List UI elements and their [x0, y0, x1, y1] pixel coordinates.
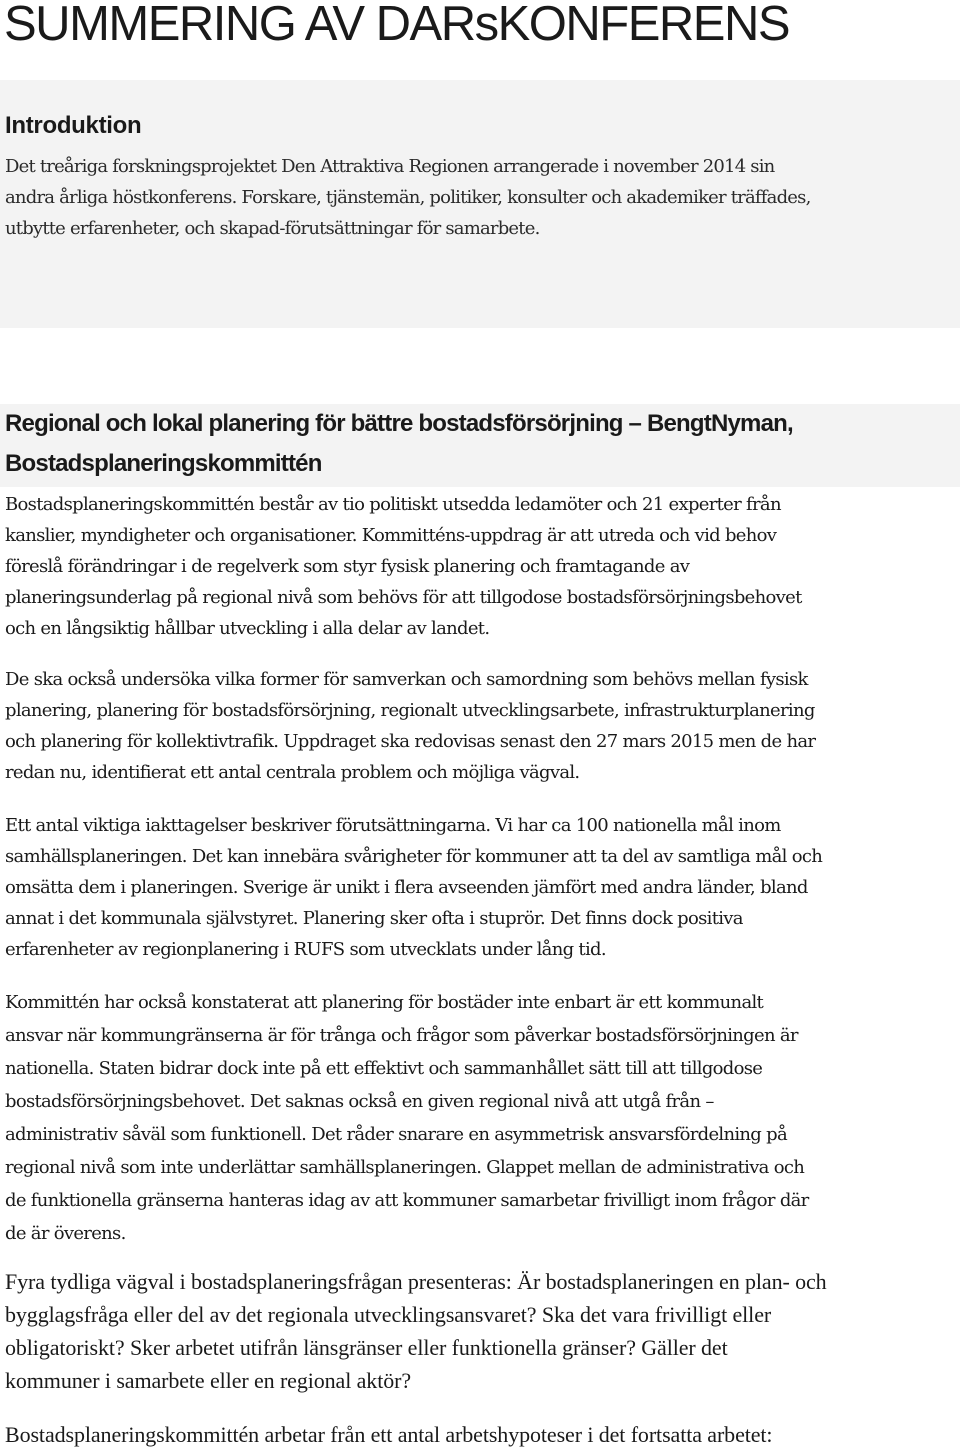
text-line: och planering för kollektivtrafik. Uppdraget ska redovisas senast den 27 mars 2015 men de har	[5, 731, 816, 752]
text-line: erfarenheter av regionplanering i RUFS som utvecklats under lång tid.	[5, 939, 606, 960]
text-line: bygglagsfråga eller del av det regionala utvecklingsansvaret? Ska det vara frivilligt eller	[5, 1302, 772, 1327]
responsibility-paragraph	[5, 986, 955, 1250]
document-title: SUMMERING AV DARsKONFERENS	[4, 0, 790, 51]
text-line: Bostadsplaneringskommittén består av tio politiskt utsedda ledamöter och 21 experter från	[5, 494, 781, 515]
text-line: administrativ såväl som funktionell. Det råder snarare en asymmetrisk ansvarsfördelning på	[5, 1124, 787, 1145]
text-line: regional nivå som inte underlättar samhällsplaneringen. Glappet mellan de administrativa och	[5, 1157, 805, 1178]
text-line: nationella. Staten bidrar dock inte på ett effektivt och sammanhållet sätt till att tillgodose	[5, 1058, 763, 1079]
text-line: bostadsförsörjningsbehovet. Det saknas också en given regional nivå att utgå från –	[5, 1091, 714, 1112]
observations-paragraph	[5, 810, 955, 965]
text-line: Bostadsplaneringskommittén arbetar från ett antal arbetshypoteser i det fortsatta arbetet:	[5, 1422, 773, 1447]
text-line: andra årliga höstkonferens. Forskare, tjänstemän, politiker, konsulter och akademiker träffades,	[5, 187, 811, 208]
text-line: och en långsiktig hållbar utveckling i alla delar av landet.	[5, 618, 490, 639]
committee-assignment-paragraph	[5, 664, 955, 788]
text-line: samhällsplaneringen. Det kan innebära svårigheter för kommuner att ta del av samtliga mål och	[5, 846, 823, 867]
text-line: redan nu, identifierat ett antal centrala problem och möjliga vägval.	[5, 762, 580, 783]
text-line: omsätta dem i planeringen. Sverige är unikt i flera avseenden jämfört med andra länder, bland	[5, 877, 808, 898]
text-line: planering, planering för bostadsförsörjning, regionalt utvecklingsarbete, infrastrukturplanering	[5, 700, 815, 721]
text-line: föreslå förändringar i de regelverk som styr fysisk planering och framtagande av	[5, 556, 690, 577]
text-line: planeringsunderlag på regional nivå som behövs för att tillgodose bostadsförsörjningsbehovet	[5, 587, 802, 608]
text-line: Det treåriga forskningsprojektet Den Attraktiva Regionen arrangerade i november 2014 sin	[5, 156, 775, 177]
text-line: utbytte erfarenheter, och skapad-förutsättningar för samarbete.	[5, 218, 540, 239]
text-line: de är överens.	[5, 1223, 126, 1244]
committee-description-paragraph	[5, 489, 955, 644]
introduction-paragraph	[5, 151, 955, 244]
choices-paragraph	[5, 1265, 955, 1397]
text-line: Ett antal viktiga iakttagelser beskriver förutsättningarna. Vi har ca 100 nationella mål inom	[5, 815, 781, 836]
text-line: Fyra tydliga vägval i bostadsplaneringsfrågan presenteras: Är bostadsplaneringen en plan- och	[5, 1269, 827, 1294]
text-line: kanslier, myndigheter och organisationer. Kommitténs-uppdrag är att utreda och vid behov	[5, 525, 777, 546]
text-line: annat i det kommunala självstyret. Planering sker ofta i stuprör. Det finns dock positiva	[5, 908, 743, 929]
text-line: De ska också undersöka vilka former för samverkan och samordning som behövs mellan fysisk	[5, 669, 808, 690]
introduction-heading: Introduktion	[5, 112, 142, 139]
heading-line: Bostadsplaneringskommittén	[5, 450, 322, 477]
heading-line: Regional och lokal planering för bättre bostadsförsörjning – BengtNyman,	[5, 410, 793, 437]
text-line: obligatoriskt? Sker arbetet utifrån länsgränser eller funktionella gränser? Gäller det	[5, 1335, 728, 1360]
hypotheses-intro-paragraph	[5, 1418, 955, 1451]
text-line: ansvar när kommungränserna är för trånga och frågor som påverkar bostadsförsörjningen är	[5, 1025, 798, 1046]
text-line: Kommittén har också konstaterat att planering för bostäder inte enbart är ett kommunalt	[5, 992, 764, 1013]
regional-planning-heading	[5, 404, 955, 484]
text-line: kommuner i samarbete eller en regional aktör?	[5, 1368, 411, 1393]
text-line: de funktionella gränserna hanteras idag av att kommuner samarbetar frivilligt inom frågor där	[5, 1190, 809, 1211]
